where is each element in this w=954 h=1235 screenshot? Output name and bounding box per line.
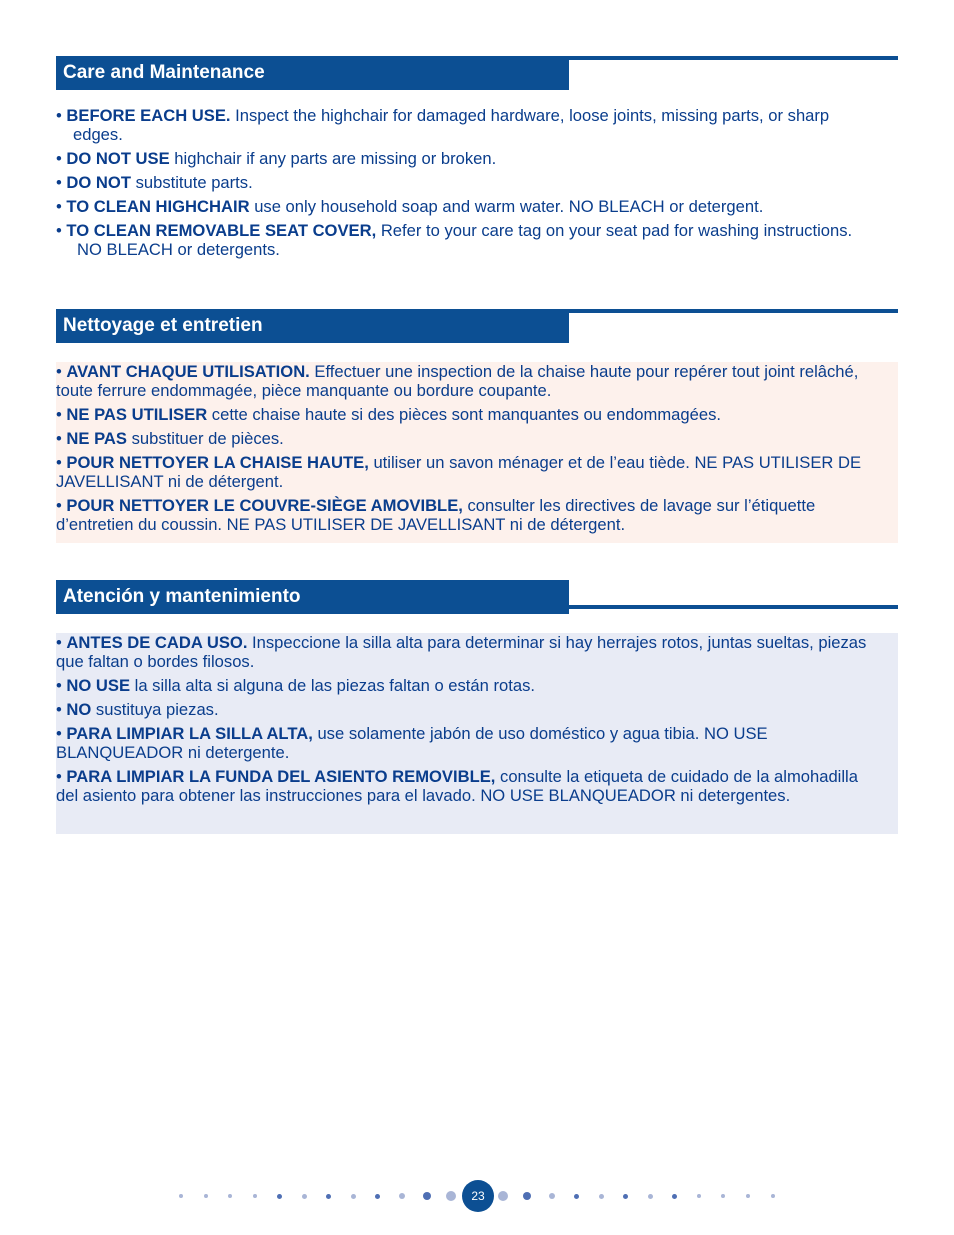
list-item: • DO NOT substitute parts. <box>56 173 253 192</box>
item-text: use only household soap and warm water. NO BLEACH or detergent. <box>249 197 764 216</box>
section-body <box>56 362 898 543</box>
footer-dot <box>399 1193 405 1199</box>
bullet-list <box>56 106 878 259</box>
list-item: • NO sustituya piezas. <box>56 700 219 719</box>
header-rule <box>569 309 898 313</box>
page-number-badge: 23 <box>462 1180 494 1212</box>
footer-dot <box>204 1194 208 1198</box>
footer-dot <box>423 1192 431 1200</box>
list-item: • DO NOT USE highchair if any parts are missing or broken. <box>56 149 497 168</box>
footer-dot <box>179 1194 183 1198</box>
list-item: • AVANT CHAQUE UTILISATION. Effectuer une inspection de la chaise haute pour repérer tout joint relâché, toute ferrure endommagée, pièce manquante ou bordure coupante. <box>56 362 859 400</box>
bullet-list <box>56 633 884 805</box>
list-item: • ANTES DE CADA USO. Inspeccione la silla alta para determinar si hay herrajes rotos, juntas sueltas, piezas que faltan o bordes filosos. <box>56 633 867 671</box>
footer-dot <box>351 1194 356 1199</box>
footer-dot <box>375 1194 380 1199</box>
item-text: consulter les directives de lavage sur l’étiquette d’entretien du coussin. NE PAS UTILISER DE JAVELLISANT ni de détergent. <box>56 496 816 534</box>
footer-dot <box>697 1194 701 1198</box>
header-rule <box>569 56 898 60</box>
section-header <box>56 309 898 343</box>
item-text: sustituya piezas. <box>91 700 219 719</box>
item-text: substituer de pièces. <box>126 429 284 448</box>
footer-dot <box>498 1191 508 1201</box>
list-item: • NE PAS UTILISER cette chaise haute si des pièces sont manquantes ou endommagées. <box>56 405 721 424</box>
item-lead: PARA LIMPIAR LA FUNDA DEL ASIENTO REMOVIBLE, <box>66 767 496 786</box>
section-header <box>56 56 898 90</box>
item-text: highchair if any parts are missing or broken. <box>169 149 497 168</box>
section-header <box>56 580 898 614</box>
item-lead: BEFORE EACH USE. <box>66 106 231 125</box>
footer-dot <box>446 1191 456 1201</box>
item-lead: TO CLEAN REMOVABLE SEAT COVER, <box>66 221 377 240</box>
list-item: • PARA LIMPIAR LA SILLA ALTA, use solamente jabón de uso doméstico y agua tibia. NO USE BLANQUEADOR ni detergente. <box>56 724 768 762</box>
item-text: Effectuer une inspection de la chaise haute pour repérer tout joint relâché, toute ferrure endommagée, pièce manquante ou bordure coupante. <box>56 362 859 400</box>
footer-dot <box>277 1194 282 1199</box>
item-text: Refer to your care tag on your seat pad for washing instructions. NO BLEACH or detergents. <box>77 221 853 259</box>
item-lead: POUR NETTOYER LE COUVRE-SIÈGE AMOVIBLE, <box>66 496 463 515</box>
bullet-list <box>56 362 886 534</box>
list-item: • NE PAS substituer de pièces. <box>56 429 284 448</box>
item-text: substitute parts. <box>130 173 253 192</box>
section-body <box>56 90 898 259</box>
item-lead: PARA LIMPIAR LA SILLA ALTA, <box>66 724 313 743</box>
footer-dot <box>253 1194 257 1198</box>
care-maintenance-section <box>56 56 898 264</box>
footer-dot <box>672 1194 677 1199</box>
footer-dot <box>746 1194 750 1198</box>
nettoyage-entretien-section <box>56 309 898 543</box>
footer-dot <box>599 1194 604 1199</box>
footer-dot <box>648 1194 653 1199</box>
list-item: • POUR NETTOYER LA CHAISE HAUTE, utiliser un savon ménager et de l’eau tiède. NE PAS UTILISER DE JAVELLISANT ni de détergent. <box>56 453 862 491</box>
item-lead: NO <box>66 700 92 719</box>
section-title: Atención y mantenimiento <box>56 580 569 614</box>
item-lead: AVANT CHAQUE UTILISATION. <box>66 362 310 381</box>
list-item: • TO CLEAN HIGHCHAIR use only household soap and warm water. NO BLEACH or detergent. <box>56 197 764 216</box>
item-text: Inspect the highchair for damaged hardware, loose joints, missing parts, or sharp edges. <box>73 106 830 144</box>
list-item: • PARA LIMPIAR LA FUNDA DEL ASIENTO REMOVIBLE, consulte la etiqueta de cuidado de la almohadilla del asiento para obtener las instrucciones para el lavado. NO USE BLANQUEADOR ni detergentes. <box>56 767 858 805</box>
footer-dot <box>523 1192 531 1200</box>
item-text: use solamente jabón de uso doméstico y agua tibia. NO USE BLANQUEADOR ni detergente. <box>56 724 768 762</box>
header-rule <box>569 605 898 609</box>
item-text: cette chaise haute si des pièces sont manquantes ou endommagées. <box>207 405 721 424</box>
footer-dot <box>228 1194 232 1198</box>
section-title: Care and Maintenance <box>56 56 569 90</box>
item-text: utiliser un savon ménager et de l’eau tiède. NE PAS UTILISER DE JAVELLISANT ni de détergent. <box>56 453 862 491</box>
footer-dot <box>302 1194 307 1199</box>
list-item: • NO USE la silla alta si alguna de las piezas faltan o están rotas. <box>56 676 535 695</box>
item-lead: DO NOT USE <box>66 149 170 168</box>
footer-dot <box>326 1194 331 1199</box>
list-item: • POUR NETTOYER LE COUVRE-SIÈGE AMOVIBLE, consulter les directives de lavage sur l’étiquette d’entretien du coussin. NE PAS UTILISER DE JAVELLISANT ni de détergent. <box>56 496 816 534</box>
footer-dot <box>549 1193 555 1199</box>
item-lead: NE PAS <box>66 429 127 448</box>
footer-dot <box>623 1194 628 1199</box>
item-lead: POUR NETTOYER LA CHAISE HAUTE, <box>66 453 369 472</box>
item-lead: NO USE <box>66 676 131 695</box>
item-text: la silla alta si alguna de las piezas faltan o están rotas. <box>130 676 535 695</box>
item-lead: DO NOT <box>66 173 131 192</box>
footer-dot <box>771 1194 775 1198</box>
item-lead: TO CLEAN HIGHCHAIR <box>66 197 250 216</box>
item-lead: ANTES DE CADA USO. <box>66 633 248 652</box>
list-item: • TO CLEAN REMOVABLE SEAT COVER, Refer to your care tag on your seat pad for washing instructions. NO BLEACH or detergents. <box>56 221 853 259</box>
footer-dot <box>721 1194 725 1198</box>
item-text: Inspeccione la silla alta para determinar si hay herrajes rotos, juntas sueltas, piezas que faltan o bordes filosos. <box>56 633 867 671</box>
footer-dot <box>574 1194 579 1199</box>
atencion-mantenimiento-section <box>56 580 898 834</box>
section-title: Nettoyage et entretien <box>56 309 569 343</box>
item-lead: NE PAS UTILISER <box>66 405 208 424</box>
item-text: consulte la etiqueta de cuidado de la almohadilla del asiento para obtener las instrucciones para el lavado. NO USE BLANQUEADOR ni detergentes. <box>56 767 858 805</box>
list-item: • BEFORE EACH USE. Inspect the highchair for damaged hardware, loose joints, missing parts, or sharp edges. <box>56 106 830 144</box>
section-body <box>56 633 898 834</box>
